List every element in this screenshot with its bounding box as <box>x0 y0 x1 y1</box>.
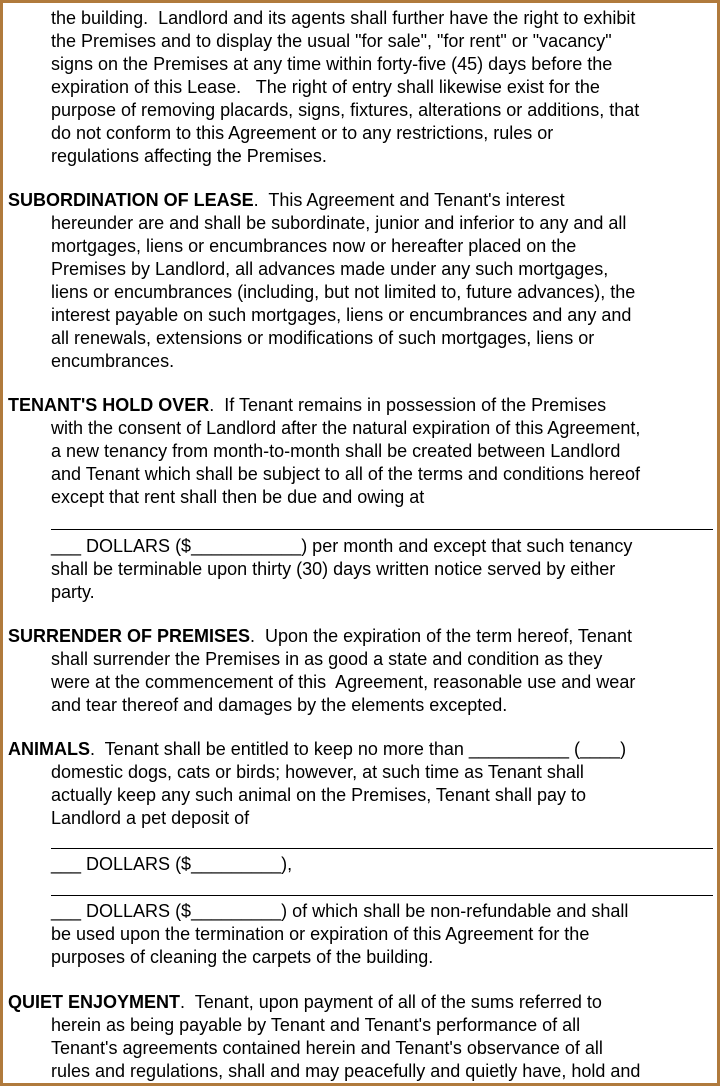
section-line: were at the commencement of this Agreement, reasonable use and wear <box>51 672 636 692</box>
section-heading: SURRENDER OF PREMISES <box>8 626 251 646</box>
intro-line: expiration of this Lease. The right of entry shall likewise exist for the <box>51 77 600 97</box>
blank-line <box>51 895 713 896</box>
section-line: all renewals, extensions or modifications of such mortgages, liens or <box>51 328 595 348</box>
section-text: . Upon the expiration of the term hereof, Tenant <box>250 626 632 646</box>
section-line: with the consent of Landlord after the natural expiration of this Agreement, <box>51 418 641 438</box>
section-line: except that rent shall then be due and owing at <box>51 487 425 507</box>
section-holdover-first-line <box>8 394 606 417</box>
section-line: herein as being payable by Tenant and Tenant's performance of all <box>51 1015 581 1035</box>
section-line: Tenant's agreements contained herein and Tenant's observance of all <box>51 1038 603 1058</box>
section-line: purposes of cleaning the carpets of the building. <box>51 947 434 967</box>
section-text: . Tenant, upon payment of all of the sums referred to <box>180 992 602 1012</box>
section-line: interest payable on such mortgages, liens or encumbrances and any and <box>51 305 632 325</box>
section-surrender-first-line <box>8 625 632 648</box>
section-line: ___ DOLLARS ($_________), <box>51 854 293 874</box>
section-heading: SUBORDINATION OF LEASE <box>8 190 254 210</box>
section-line: ___ DOLLARS ($_________) of which shall be non-refundable and shall <box>51 901 629 921</box>
section-line: and Tenant which shall be subject to all of the terms and conditions hereof <box>51 464 641 484</box>
blank-line <box>51 529 713 530</box>
section-line: be used upon the termination or expiration of this Agreement for the <box>51 924 590 944</box>
section-line: actually keep any such animal on the Premises, Tenant shall pay to <box>51 785 586 805</box>
section-text: . This Agreement and Tenant's interest <box>253 190 565 210</box>
blank-line <box>51 848 713 849</box>
intro-line: purpose of removing placards, signs, fixtures, alterations or additions, that <box>51 100 640 120</box>
section-heading: QUIET ENJOYMENT <box>8 992 181 1012</box>
section-heading: TENANT'S HOLD OVER <box>8 395 210 415</box>
section-text: . Tenant shall be entitled to keep no more than __________ (____) <box>90 739 627 759</box>
intro-line: the Premises and to display the usual "for sale", "for rent" or "vacancy" <box>51 31 612 51</box>
section-line: shall be terminable upon thirty (30) days written notice served by either <box>51 559 616 579</box>
section-line: encumbrances. <box>51 351 175 371</box>
section-line: rules and regulations, shall and may peacefully and quietly have, hold and <box>51 1061 641 1081</box>
section-line: hereunder are and shall be subordinate, junior and inferior to any and all <box>51 213 627 233</box>
intro-line: the building. Landlord and its agents shall further have the right to exhibit <box>51 8 636 28</box>
intro-line: do not conform to this Agreement or to any restrictions, rules or <box>51 123 554 143</box>
section-subordination-first-line <box>8 189 565 212</box>
section-line: liens or encumbrances (including, but not limited to, future advances), the <box>51 282 636 302</box>
section-line: shall surrender the Premises in as good a state and condition as they <box>51 649 603 669</box>
section-heading: ANIMALS <box>8 739 90 759</box>
section-line: domestic dogs, cats or birds; however, at such time as Tenant shall <box>51 762 584 782</box>
intro-line: signs on the Premises at any time within forty-five (45) days before the <box>51 54 613 74</box>
section-line: a new tenancy from month-to-month shall be created between Landlord <box>51 441 621 461</box>
section-text: . If Tenant remains in possession of the Premises <box>209 395 607 415</box>
section-animals-first-line <box>8 738 626 761</box>
section-line: mortgages, liens or encumbrances now or hereafter placed on the <box>51 236 577 256</box>
section-line: Landlord a pet deposit of <box>51 808 250 828</box>
section-quiet-first-line <box>8 991 602 1014</box>
section-line: party. <box>51 582 95 602</box>
section-line: Premises by Landlord, all advances made under any such mortgages, <box>51 259 609 279</box>
section-line: ___ DOLLARS ($___________) per month and except that such tenancy <box>51 536 633 556</box>
intro-line: regulations affecting the Premises. <box>51 146 327 166</box>
section-line: and tear thereof and damages by the elements excepted. <box>51 695 508 715</box>
